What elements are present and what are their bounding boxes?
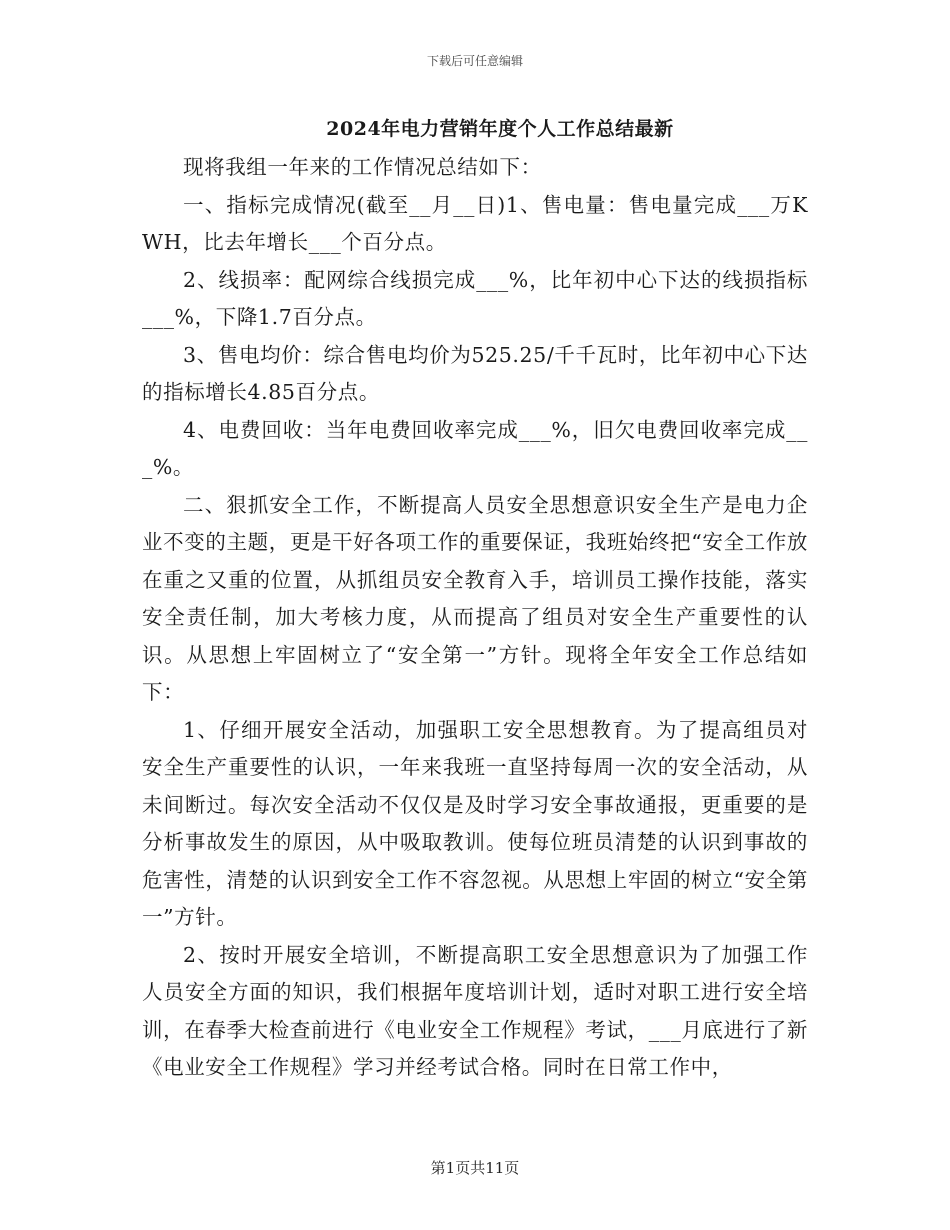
document-title: 2024年电力营销年度个人工作总结最新	[326, 118, 674, 140]
paragraph-average-price: 3、售电均价：综合售电均价为525.25/千千瓦时，比年初中心下达的指标增长4.85百分点。	[142, 342, 808, 404]
paragraph-intro: 现将我组一年来的工作情况总结如下：	[183, 155, 542, 179]
paragraph-safety-activities: 1、仔细开展安全活动，加强职工安全思想教育。为了提高组员对安全生产重要性的认识，一年来我班一直坚持每周一次的安全活动，从未间断过。每次安全活动不仅仅是及时学习安全事故通报，更重要的是分析事故发生的原因，从中吸取教训。使每位班员清楚的认识到事故的危害性，清楚的认识到安全工作不容忽视。从思想上牢固的树立“安全第一”方针。	[142, 717, 808, 929]
paragraph-safety-work: 二、狠抓安全工作，不断提高人员安全思想意识安全生产是电力企业不变的主题，更是干好各项工作的重要保证，我班始终把“安全工作放在重之又重的位置，从抓组员安全教育入手，培训员工操作技能，落实安全责任制，加大考核力度，从而提高了组员对安全生产重要性的认识。从思想上牢固树立了“安全第一”方针。现将全年安全工作总结如下：	[142, 492, 808, 704]
paragraph-indicators: 一、指标完成情况(截至__月__日)1、售电量：售电量完成___万KWH，比去年增长___个百分点。	[142, 192, 808, 254]
document-body	[142, 149, 808, 1087]
paragraph-fee-recovery: 4、电费回收：当年电费回收率完成___%，旧欠电费回收率完成___%。	[142, 417, 808, 479]
paragraph-safety-training: 2、按时开展安全培训，不断提高职工安全思想意识为了加强工作人员安全方面的知识，我们根据年度培训计划，适时对职工进行安全培训，在春季大检查前进行《电业安全工作规程》考试，___月底进行了新《电业安全工作规程》学习并经考试合格。同时在日常工作中，	[142, 942, 808, 1079]
page-number: 第1页共11页	[430, 1159, 520, 1177]
paragraph-line-loss: 2、线损率：配网综合线损完成___%，比年初中心下达的线损指标___%，下降1.7百分点。	[142, 267, 808, 329]
header-note: 下载后可任意编辑	[426, 54, 523, 68]
